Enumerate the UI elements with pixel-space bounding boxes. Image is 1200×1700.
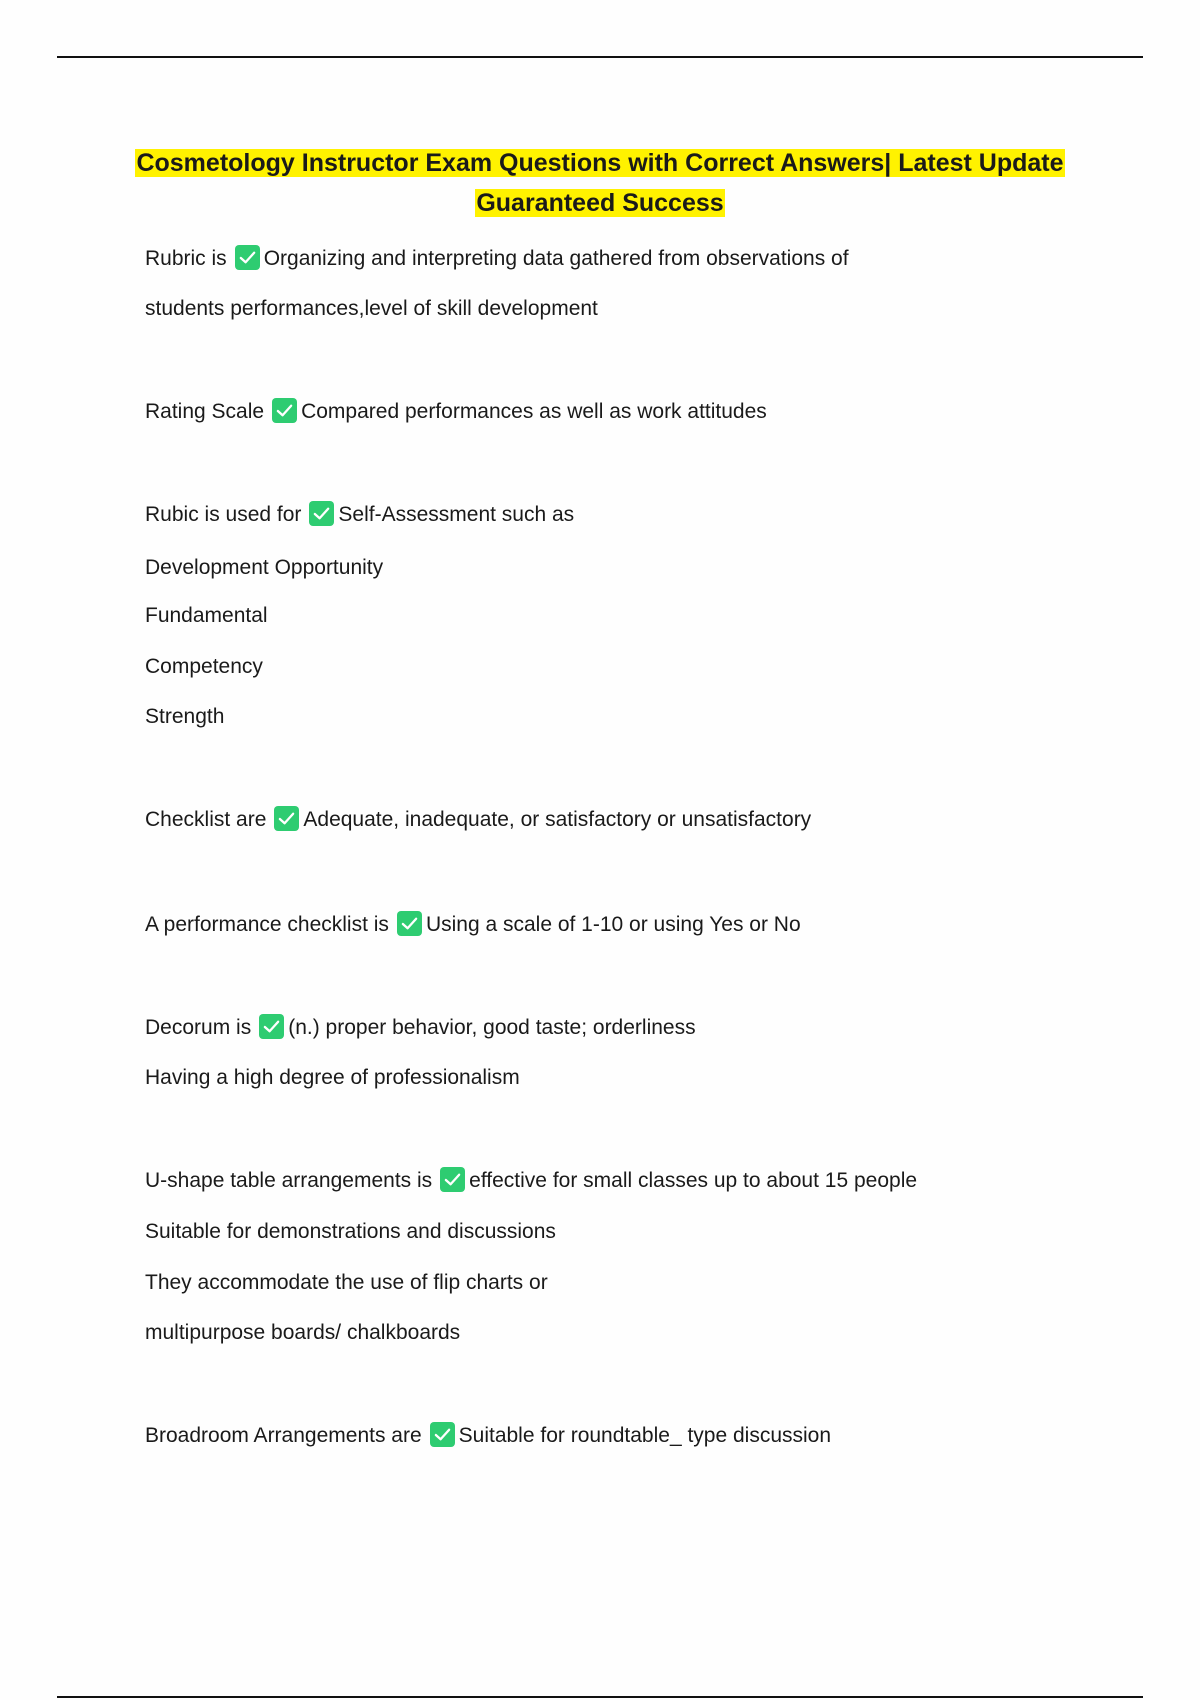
answer-text: (n.) proper behavior, good taste; orderliness: [288, 1016, 696, 1039]
answer-continuation: Fundamental: [145, 604, 268, 627]
answer-text: Compared performances as well as work attitudes: [301, 400, 767, 423]
answer-continuation: Development Opportunity: [145, 556, 384, 579]
answer-text: Self-Assessment such as: [338, 503, 575, 526]
check-mark-icon: [274, 806, 299, 831]
qa-item-u-shape: [145, 1166, 917, 1196]
answer-continuation: Strength: [145, 705, 225, 728]
answer-text: effective for small classes up to about 15 people: [469, 1169, 918, 1192]
qa-item-rubric: [145, 244, 849, 274]
question-text: Broadroom Arrangements are: [145, 1424, 422, 1447]
answer-continuation: Having a high degree of professionalism: [145, 1066, 520, 1089]
answer-continuation: They accommodate the use of flip charts or: [145, 1271, 548, 1294]
title-line-1: Cosmetology Instructor Exam Questions with Correct Answers| Latest Update: [136, 149, 1064, 177]
answer-text: Organizing and interpreting data gathered from observations of: [263, 247, 849, 270]
title-line-2: Guaranteed Success: [476, 189, 724, 217]
qa-item-decorum: [145, 1013, 696, 1043]
qa-item-checklist: [145, 805, 811, 835]
check-mark-icon: [440, 1167, 465, 1192]
question-text: U-shape table arrangements is: [145, 1169, 433, 1192]
answer-text: Adequate, inadequate, or satisfactory or unsatisfactory: [303, 808, 812, 831]
question-text: Decorum is: [145, 1016, 252, 1039]
check-mark-icon: [430, 1422, 455, 1447]
answer-continuation: Suitable for demonstrations and discussions: [145, 1220, 556, 1243]
answer-continuation: students performances,level of skill development: [145, 297, 598, 320]
check-mark-icon: [309, 501, 334, 526]
qa-item-boardroom: [145, 1421, 831, 1451]
answer-continuation: multipurpose boards/ chalkboards: [145, 1321, 461, 1344]
question-text: Rating Scale: [145, 400, 265, 423]
answer-text: Using a scale of 1-10 or using Yes or No: [425, 913, 801, 936]
question-text: Rubric is: [145, 247, 227, 270]
document-title: [60, 143, 1140, 223]
question-text: A performance checklist is: [145, 913, 389, 936]
answer-continuation: Competency: [145, 655, 263, 678]
qa-item-rating-scale: [145, 397, 767, 427]
question-text: Rubic is used for: [145, 503, 302, 526]
answer-text: Suitable for roundtable_ type discussion: [458, 1424, 832, 1447]
check-mark-icon: [397, 911, 422, 936]
check-mark-icon: [272, 398, 297, 423]
footer-rule: [57, 1696, 1143, 1698]
check-mark-icon: [259, 1014, 284, 1039]
question-text: Checklist are: [145, 808, 267, 831]
qa-item-rubic-used-for: [145, 500, 574, 530]
qa-item-performance-checklist: [145, 910, 801, 940]
check-mark-icon: [235, 245, 260, 270]
header-rule: [57, 56, 1143, 58]
